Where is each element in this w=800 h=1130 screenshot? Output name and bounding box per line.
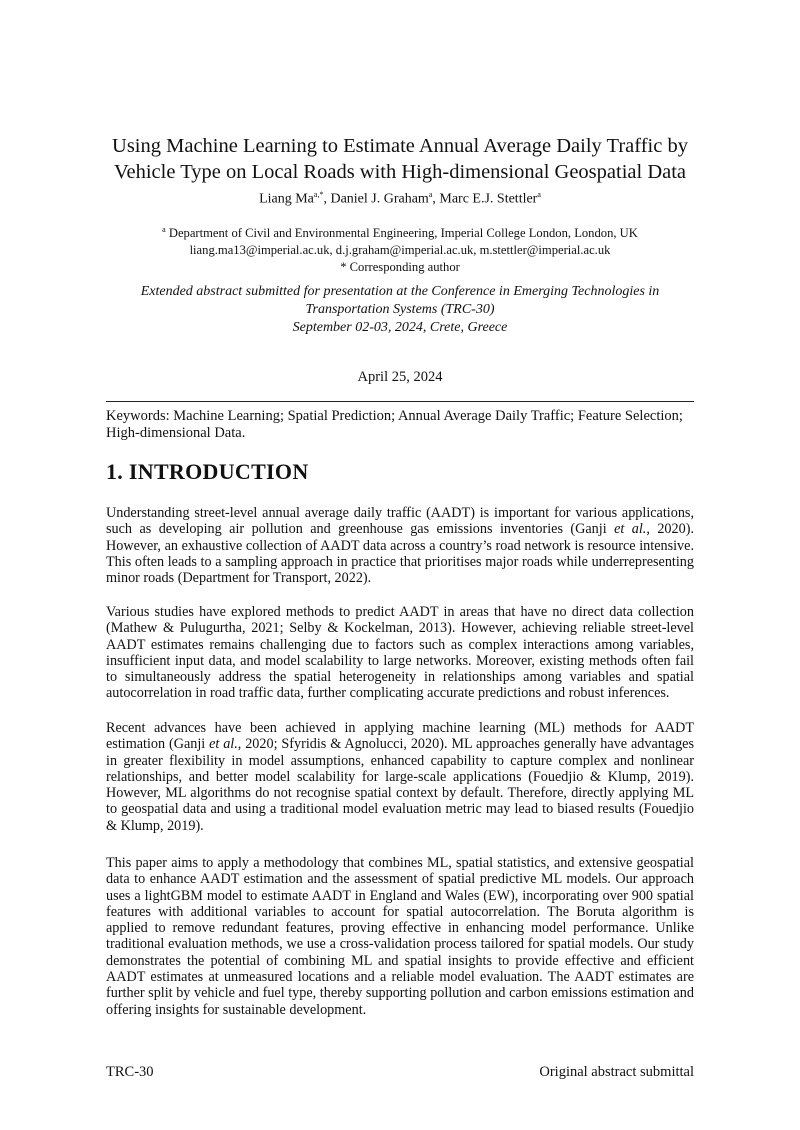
submission-note-line-1: Extended abstract submitted for presentation at the Conference in Emerging Technologies in bbox=[140, 284, 660, 299]
paragraph-text: , 2020). However, an exhaustive collection of AADT data across a country’s road network is resource intensive. This often leads to a sampling approach in practice that prioritises major roads while underrepresenting minor roads (Department for Transport, 2022). bbox=[106, 521, 694, 587]
affiliation-block bbox=[0, 221, 800, 276]
paragraph-italic: et al. bbox=[614, 521, 647, 538]
paper-date: April 25, 2024 bbox=[357, 369, 443, 385]
footer-conference: TRC-30 bbox=[106, 1064, 154, 1080]
author-separator: , bbox=[432, 191, 440, 207]
affiliation-text: Department of Civil and Environmental Engineering, Imperial College London, London, UK bbox=[165, 226, 638, 241]
title-line-1: Using Machine Learning to Estimate Annual Average Daily Traffic by bbox=[112, 135, 688, 157]
affiliation-line bbox=[0, 221, 800, 242]
section-heading: 1. INTRODUCTION bbox=[106, 459, 309, 484]
keywords: Keywords: Machine Learning; Spatial Prediction; Annual Average Daily Traffic; Feature Selection; High-dimensional Data. bbox=[106, 408, 683, 441]
title-line-2: Vehicle Type on Local Roads with High-dimensional Geospatial Data bbox=[113, 161, 687, 183]
paragraph-italic: et al. bbox=[209, 736, 238, 753]
paper-title bbox=[0, 133, 800, 185]
paragraph-1 bbox=[106, 505, 694, 586]
submission-note bbox=[0, 283, 800, 337]
author-separator: , bbox=[323, 191, 331, 207]
submission-note-line-3: September 02-03, 2024, Crete, Greece bbox=[292, 320, 508, 335]
paragraph-text: , 2020; Sfyridis & Agnolucci, 2020). ML approaches generally have advantages in greater flexibility in model assumptions, enhanced capability to capture complex and nonlinear relationships, and better model scalability for large-scale applications (Fouedjio & Klump, 2019). However, ML algorithms do not recognise spatial context by default. Therefore, directly applying ML to geospatial data and using a traditional model evaluation metric may lead to biased results (Fouedjio & Klump, 2019). bbox=[106, 736, 694, 834]
author-name: Liang Ma bbox=[259, 191, 314, 207]
paragraph-2: Various studies have explored methods to predict AADT in areas that have no direct data collection (Mathew & Pulugurtha, 2021; Selby & Kockelman, 2013). However, achieving reliable street-level AADT estimates remains challenging due to factors such as complex interactions among variables, insufficient input data, and model scalability to large networks. Moreover, existing methods often fail to simultaneously address the spatial heterogeneity in relationships among variables and spatial autocorrelation in road traffic data, further complicating accurate predictions and robust inferences. bbox=[106, 604, 694, 702]
footer-submission-type: Original abstract submittal bbox=[539, 1064, 694, 1080]
author-name: Marc E.J. Stettler bbox=[439, 191, 538, 207]
paragraph-4: This paper aims to apply a methodology that combines ML, spatial statistics, and extensive geospatial data to enhance AADT estimation and the assessment of spatial predictive ML models. Our approach uses a lightGBM model to estimate AADT in England and Wales (EW), incorporating over 900 spatial features with additional variables to account for spatial autocorrelation. The Boruta algorithm is applied to remove redundant features, proving effective in enhancing model performance. Unlike traditional evaluation methods, we use a cross-validation process tailored for spatial models. Our study demonstrates the potential of combining ML and spatial insights to provide effective and efficient AADT estimates at unmeasured locations and a reliable model evaluation. The AADT estimates are further split by vehicle and fuel type, thereby supporting pollution and carbon emissions estimation and offering insights for sustainable development. bbox=[106, 855, 694, 1018]
paragraph-text: Understanding street-level annual average daily traffic (AADT) is important for various applications, such as developing air pollution and greenhouse gas emissions inventories (Ganji bbox=[106, 505, 694, 538]
author-name: Daniel J. Graham bbox=[330, 191, 429, 207]
author-emails: liang.ma13@imperial.ac.uk, d.j.graham@imperial.ac.uk, m.stettler@imperial.ac.uk bbox=[189, 243, 611, 258]
author-superscript: a bbox=[537, 190, 541, 199]
divider bbox=[106, 401, 694, 402]
author-superscript: a bbox=[428, 190, 433, 199]
author-superscript: a,* bbox=[313, 190, 324, 199]
corresponding-author-note: * Corresponding author bbox=[340, 260, 460, 275]
author-list bbox=[0, 190, 800, 208]
submission-note-line-2: Transportation Systems (TRC-30) bbox=[305, 302, 495, 317]
paragraph-text: Recent advances have been achieved in applying machine learning (ML) methods for AADT estimation (Ganji bbox=[106, 720, 694, 753]
affiliation-superscript: a bbox=[162, 225, 166, 234]
paragraph-3 bbox=[106, 720, 694, 834]
